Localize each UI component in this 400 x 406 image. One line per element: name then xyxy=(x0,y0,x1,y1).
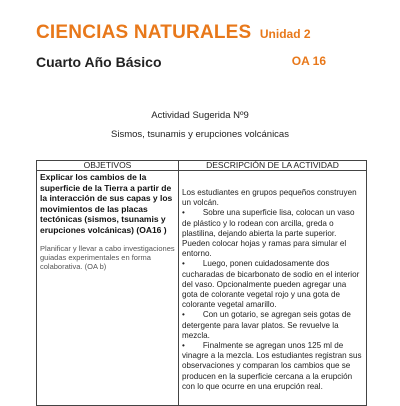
activity-subtitle: Sismos, tsunamis y erupciones volcánicas xyxy=(111,129,289,140)
grade-row xyxy=(36,54,376,70)
objective-text: Explicar los cambios de la superficie de la Tierra a partir de la interacción de sus capas y los movimientos de las placas tectónicas (sismos, tsunamis y erupciones volcánicas) (OA16 ) xyxy=(40,172,173,235)
activity-table xyxy=(36,160,367,406)
description-step: • Finalmente se agregan unos 125 ml de vinagre a la mezcla. Los estudiantes registran sus observaciones y comparan los cambios que se producen en la superficie cercana a la erupción con lo que ocurre en una erupción real. xyxy=(182,341,362,391)
objectives-cell xyxy=(37,171,179,406)
oa-code: OA 16 xyxy=(291,54,326,68)
description-step: • Con un gotario, se agregan seis gotas de detergente para lavar platos. Se revuelve la mezcla. xyxy=(182,310,351,340)
header-description: DESCRIPCIÓN DE LA ACTIVIDAD xyxy=(179,161,367,171)
grade-label: Cuarto Año Básico xyxy=(36,54,162,70)
header-objectives: OBJETIVOS xyxy=(37,161,179,171)
activity-title: Actividad Sugerida Nº9 xyxy=(151,110,249,121)
table-header-row xyxy=(37,161,367,171)
subject-line xyxy=(36,22,376,44)
description-text xyxy=(182,188,363,392)
table-row xyxy=(37,171,367,406)
description-cell xyxy=(179,171,367,406)
subject-title: CIENCIAS NATURALES xyxy=(36,22,252,43)
unit-label: Unidad 2 xyxy=(259,27,311,41)
document-header xyxy=(36,22,376,70)
description-step: • Luego, ponen cuidadosamente dos cucharadas de bicarbonato de sodio en el interior del vaso. Opcionalmente pueden agregar una gota de colorante vegetal rojo y una gota de colorante vegetal amarillo. xyxy=(182,259,360,310)
objective-note: Planificar y llevar a cabo investigaciones guiadas experimentales en forma colaborativa. (OA b) xyxy=(40,243,175,271)
description-step: • Sobre una superficie lisa, colocan un vaso de plástico y lo rodean con arcilla, greda o plastilina, dejando abierta la parte superior. Pueden colocar hojas y ramas para simular el entorno. xyxy=(182,208,355,259)
description-intro: Los estudiantes en grupos pequeños construyen un volcán. xyxy=(182,188,357,208)
